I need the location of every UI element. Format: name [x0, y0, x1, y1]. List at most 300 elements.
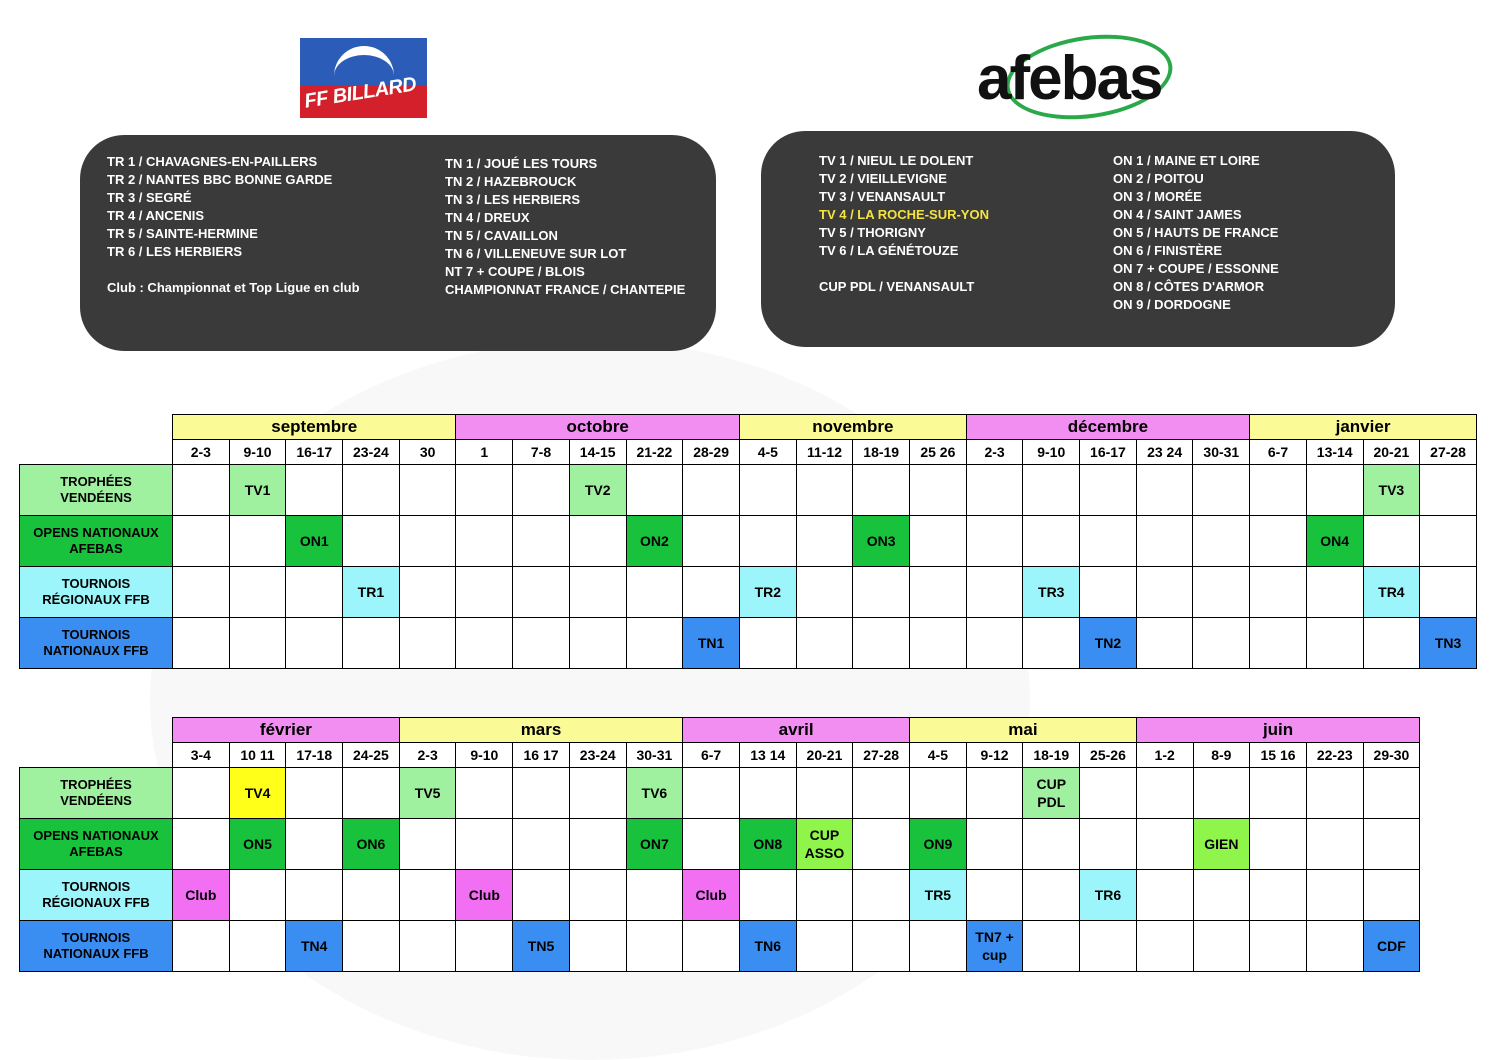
row-label: TOURNOIS NATIONAUX FFB	[20, 921, 173, 972]
venue-line: TV 3 / VENANSAULT	[819, 189, 946, 204]
date-header: 9-12	[966, 743, 1023, 768]
empty-cell	[739, 768, 796, 819]
venue-line: TN 2 / HAZEBROUCK	[445, 174, 577, 189]
date-header: 21-22	[626, 440, 683, 465]
date-header: 2-3	[173, 440, 230, 465]
empty-cell	[456, 768, 513, 819]
empty-cell	[1193, 921, 1250, 972]
empty-cell	[683, 768, 740, 819]
table-row	[20, 618, 1477, 669]
empty-cell	[1363, 870, 1420, 921]
event-cell: TV2	[569, 465, 626, 516]
venue-line: ON 5 / HAUTS DE FRANCE	[1113, 225, 1279, 240]
date-header: 14-15	[569, 440, 626, 465]
date-header: 10 11	[229, 743, 286, 768]
table-row	[20, 465, 1477, 516]
event-cell: TN2	[1080, 618, 1137, 669]
date-header: 6-7	[1250, 440, 1307, 465]
empty-cell	[399, 567, 456, 618]
empty-cell	[853, 870, 910, 921]
empty-cell	[1250, 768, 1307, 819]
event-cell: TV1	[229, 465, 286, 516]
empty-cell	[343, 870, 400, 921]
date-header: 20-21	[1363, 440, 1420, 465]
empty-cell	[853, 618, 910, 669]
date-header: 1-2	[1136, 743, 1193, 768]
afebas-logo-text: afebas	[977, 44, 1162, 113]
date-header: 24-25	[343, 743, 400, 768]
empty-cell	[796, 516, 853, 567]
empty-cell	[1136, 921, 1193, 972]
empty-cell	[513, 516, 570, 567]
venue-line: TR 5 / SAINTE-HERMINE	[107, 226, 258, 241]
empty-cell	[910, 567, 967, 618]
empty-cell	[1080, 465, 1137, 516]
empty-cell	[343, 465, 400, 516]
empty-cell	[1250, 819, 1307, 870]
date-header: 2-3	[966, 440, 1023, 465]
venue-line: TN 6 / VILLENEUVE SUR LOT	[445, 246, 627, 261]
empty-cell	[286, 465, 343, 516]
table-row	[20, 870, 1420, 921]
empty-cell	[1193, 768, 1250, 819]
month-header: avril	[683, 718, 910, 743]
empty-cell	[286, 819, 343, 870]
empty-cell	[1306, 567, 1363, 618]
date-header: 7-8	[513, 440, 570, 465]
venue-line: TN 4 / DREUX	[445, 210, 530, 225]
empty-cell	[286, 768, 343, 819]
calendar-sept-jan	[19, 414, 1477, 669]
event-cell: ON3	[853, 516, 910, 567]
venue-line: Club : Championnat et Top Ligue en club	[107, 280, 360, 295]
empty-cell	[173, 567, 230, 618]
empty-cell	[456, 618, 513, 669]
empty-cell	[286, 870, 343, 921]
empty-cell	[399, 921, 456, 972]
row-label: OPENS NATIONAUX AFEBAS	[20, 516, 173, 567]
afebas-tv-list	[819, 152, 989, 296]
table-row	[20, 819, 1420, 870]
date-header: 22-23	[1306, 743, 1363, 768]
empty-cell	[1136, 618, 1193, 669]
empty-cell	[1363, 516, 1420, 567]
venue-line: ON 8 / CÔTES D'ARMOR	[1113, 279, 1265, 294]
empty-cell	[1420, 465, 1477, 516]
event-cell: TN5	[513, 921, 570, 972]
month-header: janvier	[1250, 415, 1477, 440]
ffb-logo	[300, 38, 427, 118]
afebas-logo	[975, 34, 1185, 118]
empty-cell	[173, 921, 230, 972]
empty-cell	[1193, 516, 1250, 567]
date-header: 1	[456, 440, 513, 465]
venue-line: TN 1 / JOUÉ LES TOURS	[445, 156, 598, 171]
empty-cell	[513, 567, 570, 618]
empty-cell	[966, 465, 1023, 516]
calendar-feb-jun	[19, 717, 1420, 972]
empty-cell	[966, 819, 1023, 870]
empty-cell	[569, 567, 626, 618]
venue-line	[819, 260, 989, 278]
empty-cell	[683, 567, 740, 618]
empty-cell	[739, 516, 796, 567]
event-cell: TV6	[626, 768, 683, 819]
row-label: TOURNOIS RÉGIONAUX FFB	[20, 567, 173, 618]
empty-cell	[739, 618, 796, 669]
empty-cell	[966, 870, 1023, 921]
afebas-venues-box	[761, 131, 1395, 347]
date-header: 8-9	[1193, 743, 1250, 768]
empty-cell	[1306, 819, 1363, 870]
empty-cell	[1250, 618, 1307, 669]
event-cell: TV5	[399, 768, 456, 819]
empty-cell	[399, 618, 456, 669]
empty-cell	[1023, 870, 1080, 921]
empty-cell	[569, 870, 626, 921]
date-header: 23 24	[1136, 440, 1193, 465]
event-cell: ON7	[626, 819, 683, 870]
empty-cell	[1250, 921, 1307, 972]
empty-cell	[1023, 618, 1080, 669]
empty-cell	[513, 870, 570, 921]
event-cell: ON9	[910, 819, 967, 870]
empty-cell	[1363, 618, 1420, 669]
date-header: 16-17	[1080, 440, 1137, 465]
event-cell: Club	[456, 870, 513, 921]
date-header: 2-3	[399, 743, 456, 768]
empty-cell	[1136, 465, 1193, 516]
date-header: 18-19	[1023, 743, 1080, 768]
empty-cell	[1080, 567, 1137, 618]
empty-cell	[173, 516, 230, 567]
month-header: mai	[910, 718, 1137, 743]
event-cell: CDF	[1363, 921, 1420, 972]
table-row	[20, 921, 1420, 972]
event-cell: TR1	[343, 567, 400, 618]
month-header: mars	[399, 718, 682, 743]
date-header: 3-4	[173, 743, 230, 768]
empty-cell	[1023, 516, 1080, 567]
event-cell: GIEN	[1193, 819, 1250, 870]
row-label: TOURNOIS RÉGIONAUX FFB	[20, 870, 173, 921]
venue-line: ON 9 / DORDOGNE	[1113, 297, 1231, 312]
empty-cell	[739, 465, 796, 516]
row-label: TROPHÉES VENDÉENS	[20, 465, 173, 516]
event-cell: TN1	[683, 618, 740, 669]
empty-cell	[1136, 870, 1193, 921]
empty-cell	[399, 819, 456, 870]
empty-cell	[1023, 819, 1080, 870]
empty-cell	[456, 921, 513, 972]
date-header: 6-7	[683, 743, 740, 768]
empty-cell	[796, 921, 853, 972]
billiard-player-icon	[334, 46, 394, 81]
venue-line: ON 3 / MORÉE	[1113, 189, 1202, 204]
empty-cell	[399, 516, 456, 567]
date-header: 4-5	[910, 743, 967, 768]
empty-cell	[456, 567, 513, 618]
event-cell: Club	[173, 870, 230, 921]
empty-cell	[456, 465, 513, 516]
empty-cell	[569, 618, 626, 669]
date-header: 9-10	[229, 440, 286, 465]
empty-cell	[1363, 768, 1420, 819]
venue-line: TR 6 / LES HERBIERS	[107, 244, 243, 259]
date-header: 27-28	[853, 743, 910, 768]
empty-cell	[1420, 516, 1477, 567]
event-cell: TV3	[1363, 465, 1420, 516]
empty-cell	[853, 567, 910, 618]
empty-cell	[1363, 819, 1420, 870]
empty-cell	[1250, 516, 1307, 567]
afebas-on-list	[1113, 152, 1279, 314]
venue-line: TV 5 / THORIGNY	[819, 225, 926, 240]
empty-cell	[1420, 567, 1477, 618]
venue-line: TR 3 / SEGRÉ	[107, 190, 192, 205]
date-header: 9-10	[1023, 440, 1080, 465]
empty-cell	[229, 567, 286, 618]
empty-cell	[1306, 768, 1363, 819]
empty-cell	[1136, 768, 1193, 819]
empty-cell	[569, 516, 626, 567]
date-header: 25-26	[1080, 743, 1137, 768]
table-row	[20, 567, 1477, 618]
venue-line: ON 4 / SAINT JAMES	[1113, 207, 1242, 222]
empty-cell	[229, 921, 286, 972]
empty-cell	[513, 819, 570, 870]
event-cell: Club	[683, 870, 740, 921]
date-header: 30-31	[626, 743, 683, 768]
blank-corner	[20, 718, 173, 743]
venue-line: TR 2 / NANTES BBC BONNE GARDE	[107, 172, 333, 187]
empty-cell	[1136, 819, 1193, 870]
empty-cell	[1193, 465, 1250, 516]
event-cell: ON5	[229, 819, 286, 870]
empty-cell	[796, 870, 853, 921]
empty-cell	[173, 768, 230, 819]
empty-cell	[796, 618, 853, 669]
empty-cell	[286, 618, 343, 669]
date-header: 4-5	[739, 440, 796, 465]
date-header: 27-28	[1420, 440, 1477, 465]
empty-cell	[513, 618, 570, 669]
ffb-venues-box	[80, 135, 716, 351]
empty-cell	[229, 618, 286, 669]
date-header: 18-19	[853, 440, 910, 465]
empty-cell	[1136, 567, 1193, 618]
empty-cell	[1080, 516, 1137, 567]
empty-cell	[796, 567, 853, 618]
blank-corner	[20, 415, 173, 440]
empty-cell	[1193, 567, 1250, 618]
empty-cell	[853, 465, 910, 516]
empty-cell	[1193, 870, 1250, 921]
month-header: décembre	[966, 415, 1249, 440]
date-header: 23-24	[569, 743, 626, 768]
empty-cell	[853, 921, 910, 972]
empty-cell	[456, 819, 513, 870]
date-header: 23-24	[343, 440, 400, 465]
empty-cell	[1080, 819, 1137, 870]
event-cell: TR3	[1023, 567, 1080, 618]
empty-cell	[229, 870, 286, 921]
date-header: 25 26	[910, 440, 967, 465]
empty-cell	[910, 465, 967, 516]
empty-cell	[1193, 618, 1250, 669]
date-header: 16-17	[286, 440, 343, 465]
empty-cell	[1306, 921, 1363, 972]
empty-cell	[626, 618, 683, 669]
blank-corner	[20, 440, 173, 465]
empty-cell	[1306, 465, 1363, 516]
empty-cell	[1306, 618, 1363, 669]
date-header: 16 17	[513, 743, 570, 768]
empty-cell	[910, 516, 967, 567]
empty-cell	[343, 921, 400, 972]
ffb-regional-list	[107, 153, 360, 297]
event-cell: TR5	[910, 870, 967, 921]
empty-cell	[626, 921, 683, 972]
empty-cell	[173, 618, 230, 669]
empty-cell	[173, 465, 230, 516]
table-row	[20, 516, 1477, 567]
empty-cell	[626, 870, 683, 921]
empty-cell	[286, 567, 343, 618]
empty-cell	[1080, 768, 1137, 819]
date-header: 11-12	[796, 440, 853, 465]
event-cell: CUP PDL	[1023, 768, 1080, 819]
venue-line: CUP PDL / VENANSAULT	[819, 279, 975, 294]
empty-cell	[343, 768, 400, 819]
empty-cell	[853, 768, 910, 819]
empty-cell	[569, 819, 626, 870]
month-header: septembre	[173, 415, 456, 440]
empty-cell	[683, 921, 740, 972]
venue-line: TV 6 / LA GÉNÉTOUZE	[819, 243, 959, 258]
venue-line: TN 5 / CAVAILLON	[445, 228, 558, 243]
event-cell: TV4	[229, 768, 286, 819]
venue-line: TN 3 / LES HERBIERS	[445, 192, 581, 207]
date-header: 13-14	[1306, 440, 1363, 465]
event-cell: TN6	[739, 921, 796, 972]
empty-cell	[683, 819, 740, 870]
event-cell: CUP ASSO	[796, 819, 853, 870]
event-cell: TN3	[1420, 618, 1477, 669]
empty-cell	[1306, 870, 1363, 921]
empty-cell	[399, 465, 456, 516]
date-header: 29-30	[1363, 743, 1420, 768]
empty-cell	[1250, 567, 1307, 618]
row-label: TROPHÉES VENDÉENS	[20, 768, 173, 819]
blank-corner	[20, 743, 173, 768]
empty-cell	[626, 567, 683, 618]
event-cell: ON1	[286, 516, 343, 567]
empty-cell	[229, 516, 286, 567]
venue-line: ON 6 / FINISTÈRE	[1113, 243, 1223, 258]
event-cell: ON4	[1306, 516, 1363, 567]
event-cell: TR2	[739, 567, 796, 618]
empty-cell	[1250, 465, 1307, 516]
date-header: 13 14	[739, 743, 796, 768]
venue-line: TV 1 / NIEUL LE DOLENT	[819, 153, 974, 168]
empty-cell	[569, 921, 626, 972]
empty-cell	[910, 768, 967, 819]
empty-cell	[966, 516, 1023, 567]
empty-cell	[966, 768, 1023, 819]
empty-cell	[343, 516, 400, 567]
date-header: 9-10	[456, 743, 513, 768]
empty-cell	[626, 465, 683, 516]
month-header: novembre	[739, 415, 966, 440]
empty-cell	[173, 819, 230, 870]
date-header: 15 16	[1250, 743, 1307, 768]
empty-cell	[1136, 516, 1193, 567]
date-header: 17-18	[286, 743, 343, 768]
empty-cell	[966, 618, 1023, 669]
empty-cell	[569, 768, 626, 819]
event-cell: ON8	[739, 819, 796, 870]
month-header: février	[173, 718, 400, 743]
event-cell: ON6	[343, 819, 400, 870]
empty-cell	[910, 618, 967, 669]
empty-cell	[1250, 870, 1307, 921]
venue-line: NT 7 + COUPE / BLOIS	[445, 264, 585, 279]
venue-line: TV 4 / LA ROCHE-SUR-YON	[819, 207, 989, 222]
empty-cell	[796, 768, 853, 819]
date-header: 30-31	[1193, 440, 1250, 465]
empty-cell	[739, 870, 796, 921]
ffb-logo-text: FF BILLARD	[302, 73, 418, 113]
empty-cell	[1023, 465, 1080, 516]
month-header: juin	[1136, 718, 1419, 743]
empty-cell	[683, 516, 740, 567]
date-header: 28-29	[683, 440, 740, 465]
empty-cell	[1080, 921, 1137, 972]
event-cell: TN4	[286, 921, 343, 972]
empty-cell	[1023, 921, 1080, 972]
venue-line: CHAMPIONNAT FRANCE / CHANTEPIE	[445, 282, 686, 297]
month-header: octobre	[456, 415, 740, 440]
empty-cell	[796, 465, 853, 516]
table-row	[20, 768, 1420, 819]
venue-line: TR 4 / ANCENIS	[107, 208, 205, 223]
empty-cell	[399, 870, 456, 921]
empty-cell	[513, 768, 570, 819]
event-cell: TR6	[1080, 870, 1137, 921]
row-label: TOURNOIS NATIONAUX FFB	[20, 618, 173, 669]
empty-cell	[513, 465, 570, 516]
venue-line: TV 2 / VIEILLEVIGNE	[819, 171, 947, 186]
empty-cell	[456, 516, 513, 567]
empty-cell	[910, 921, 967, 972]
venue-line: ON 1 / MAINE ET LOIRE	[1113, 153, 1260, 168]
event-cell: TR4	[1363, 567, 1420, 618]
venue-line: ON 7 + COUPE / ESSONNE	[1113, 261, 1279, 276]
event-cell: ON2	[626, 516, 683, 567]
date-header: 30	[399, 440, 456, 465]
empty-cell	[343, 618, 400, 669]
venue-line	[107, 261, 360, 279]
event-cell: TN7 + cup	[966, 921, 1023, 972]
row-label: OPENS NATIONAUX AFEBAS	[20, 819, 173, 870]
date-header: 20-21	[796, 743, 853, 768]
ffb-national-list	[445, 155, 685, 299]
venue-line: TR 1 / CHAVAGNES-EN-PAILLERS	[107, 154, 318, 169]
empty-cell	[966, 567, 1023, 618]
empty-cell	[683, 465, 740, 516]
empty-cell	[853, 819, 910, 870]
